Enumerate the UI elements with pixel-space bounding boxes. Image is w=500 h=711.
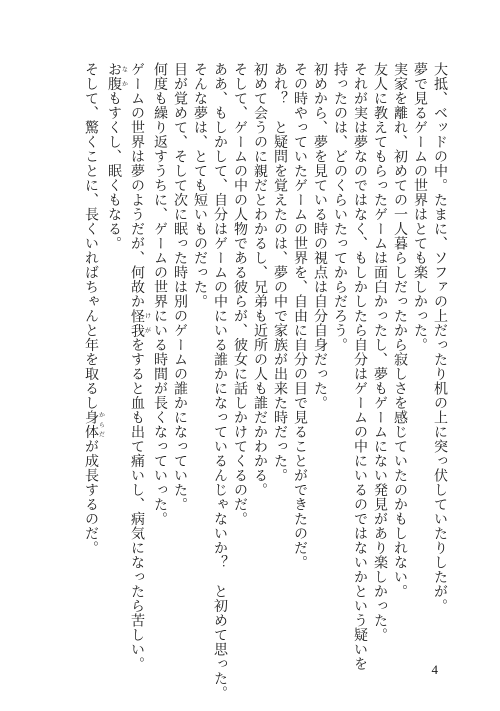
text-line-16-after: をすると血も出て痛いし、病気になったら苦しい。	[129, 337, 145, 671]
ruby-onaka-reading: なか	[120, 62, 128, 91]
text-line-16	[127, 62, 151, 671]
ruby-onaka	[106, 62, 128, 91]
text-line-12: ああ、もしかして、自分はゲームの中にいる誰かになっているんじゃないか？ と初めて思った。	[212, 62, 228, 700]
ruby-kega	[129, 308, 151, 338]
text-line-2: 夢で見るゲームの世界はとても楽しかった。	[412, 62, 428, 352]
ruby-karada-reading: からだ	[97, 410, 105, 439]
text-line-11: そして、ゲームの中の人物である彼らが、彼女に話しかけてくるのだ。	[232, 62, 248, 526]
text-line-13: そんな夢は、とても短いものだった。	[192, 62, 208, 309]
text-line-1: 大抵、ベッドの中。たまに、ソファの上だったり机の上に突っ伏していたりしたが。	[432, 62, 448, 613]
text-line-9: あれ？ と疑問を覚えたのは、夢の中で家族が出来た時だった。	[272, 62, 288, 483]
text-line-4: 友人に教えてもらったゲームは面白かったし、夢もゲームにない発見があり楽しかった。	[372, 62, 388, 642]
text-line-5: それが実は夢なのではなく、もしかしたら自分はゲームの中にいるのではないかという疑いを	[352, 62, 368, 671]
text-line-16-before: ゲームの世界は夢のようだが、何故か	[129, 62, 145, 309]
text-line-17	[104, 62, 127, 622]
text-line-18	[81, 62, 104, 622]
ruby-onaka-base: お腹	[106, 62, 122, 91]
ruby-kega-base: 怪我	[129, 308, 145, 338]
text-line-18-before: そして、驚くことに、長くいればちゃんと年を取るし	[83, 62, 99, 410]
ruby-kega-reading: けが	[143, 308, 151, 338]
ruby-karada-base: 身体	[83, 410, 99, 439]
vertical-text-block	[81, 62, 450, 700]
text-line-6: 持ったのは、どのくらいたってからだろう。	[332, 62, 348, 352]
text-line-17-after: もすくし、眠くもなる。	[106, 91, 122, 251]
text-line-14: 目が覚めて、そして次に眠った時は別のゲームの誰かになっていた。	[172, 62, 188, 512]
text-line-7: 初めから、夢を見ている時の視点は自分自身だった。	[312, 62, 328, 410]
page-number: 4	[431, 662, 438, 677]
text-line-3: 実家を離れ、初めての一人暮らしだったから寂しさを感じていたのかもしれない。	[392, 62, 408, 599]
text-line-15: 何度も繰り返すうちに、ゲームの世界にいる時間が長くなっていった。	[152, 62, 168, 526]
text-line-10: 初めて会うのに親だとわかるし、兄弟も近所の人も誰だかわかる。	[252, 62, 268, 497]
text-line-18-after: が成長するのだ。	[83, 439, 99, 555]
ruby-karada	[83, 410, 105, 439]
text-line-8: その時やっていたゲームの世界を、自由に自分の目で見ることができたのだ。	[292, 62, 308, 570]
